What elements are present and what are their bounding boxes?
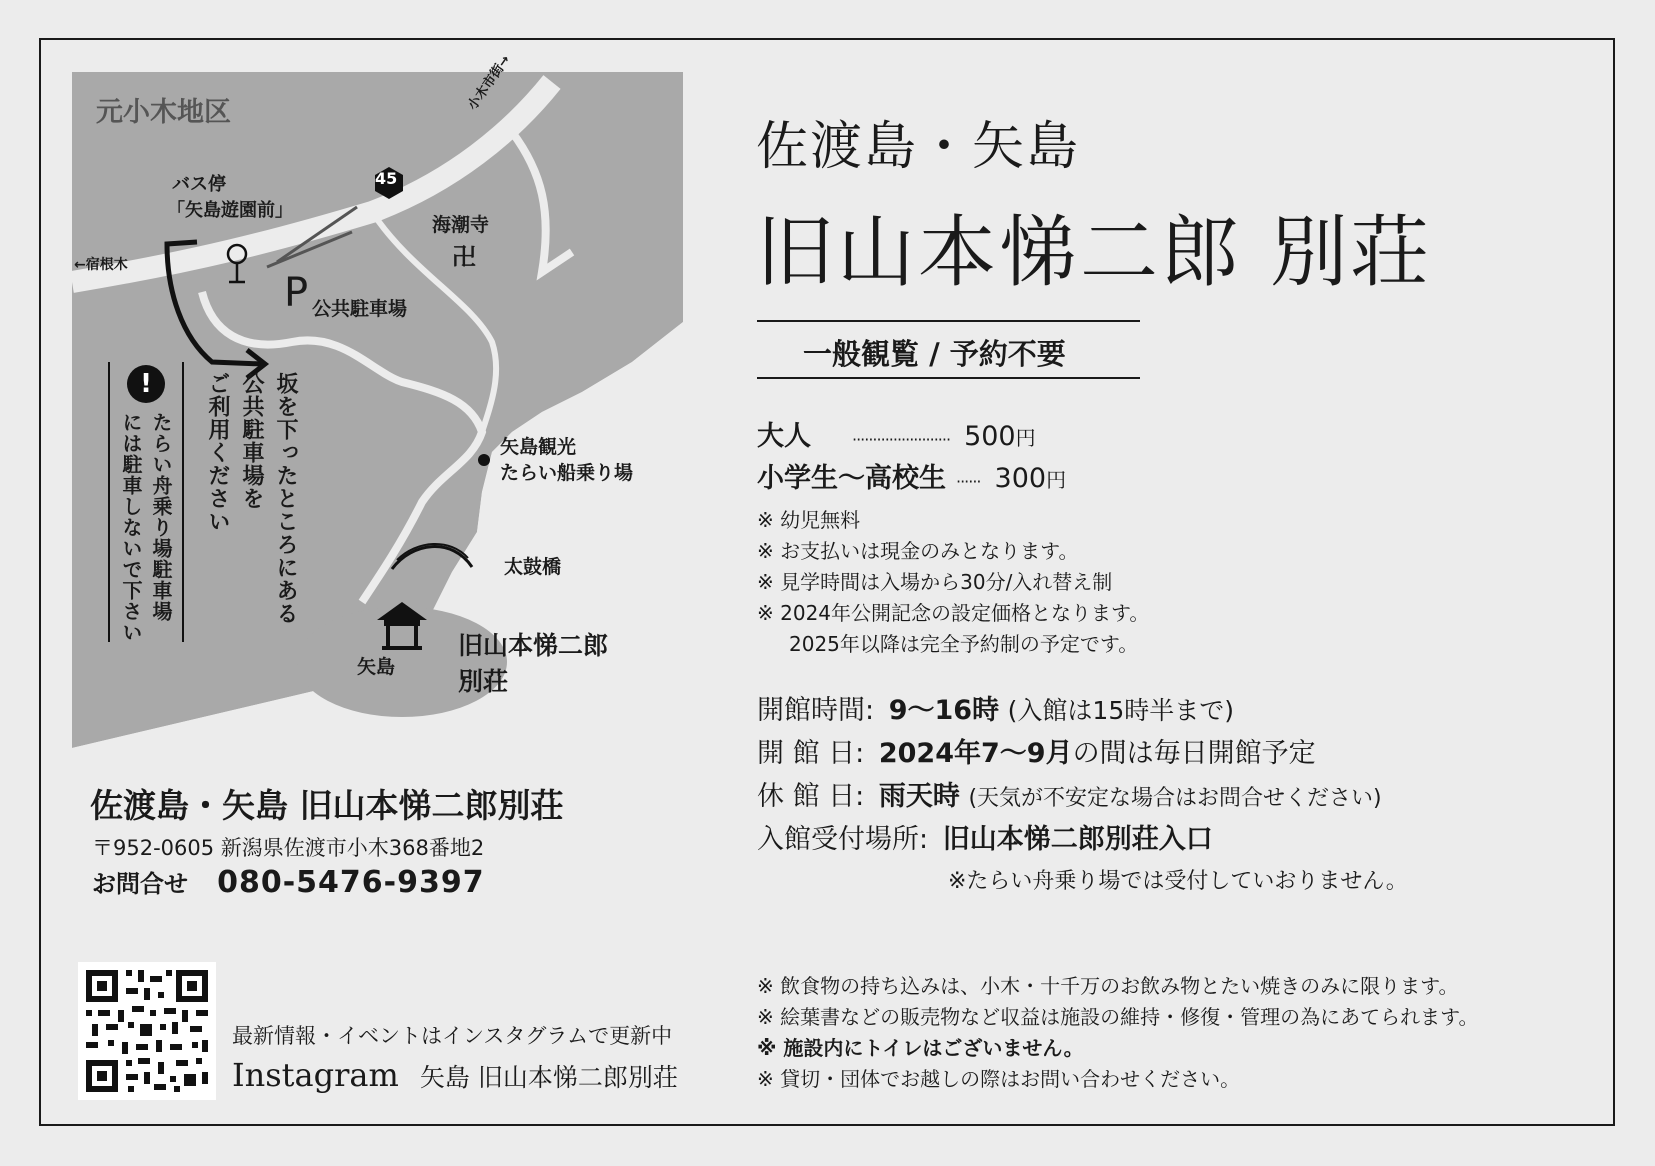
rule-bottom xyxy=(757,377,1140,379)
hours-note: (天気が不安定な場合はお問合せください) xyxy=(968,786,1382,811)
price-note-5: 2025年以降は完全予約制の予定です。 xyxy=(789,632,1139,656)
address-name: 佐渡島・矢島 旧山本悌二郎別荘 xyxy=(90,786,564,825)
hours-value: 旧山本悌二郎別荘入口 xyxy=(942,824,1213,855)
price-note-1: ※ 幼児無料 xyxy=(757,508,861,532)
page-title: 旧山本悌二郎 別荘 xyxy=(756,208,1432,298)
warning-icon: ! xyxy=(127,365,165,403)
instagram-qr-code[interactable] xyxy=(78,962,216,1100)
price-row-student xyxy=(757,456,1066,495)
warning-note-1: たらい舟乗り場駐車場 xyxy=(149,412,173,622)
contact-phone: 080-5476-9397 xyxy=(217,865,485,900)
temple-icon: 卍 xyxy=(452,243,476,271)
contact-label: お問合せ xyxy=(92,870,188,898)
price-note-3: ※ 見学時間は入場から30分/入れ替え制 xyxy=(757,570,1113,594)
price-dots: ························ xyxy=(852,430,951,449)
island-label: 矢島 xyxy=(357,656,396,678)
bottom-note-4: ※ 貸切・団体でお越しの際はお問い合わせください。 xyxy=(757,1067,1241,1091)
contact-row xyxy=(92,864,485,900)
villa-label-1: 旧山本悌二郎 xyxy=(458,631,609,660)
price-unit: 円 xyxy=(1046,468,1067,492)
hours-row-closed xyxy=(757,774,1382,813)
temple-label: 海潮寺 xyxy=(432,214,490,236)
street-right-label: 小木市街→ xyxy=(465,52,514,113)
qr-code-pattern xyxy=(78,962,216,1100)
hours-label: 休 館 日: xyxy=(757,781,865,812)
hours-value: 9〜16時 xyxy=(888,695,1000,726)
bottom-note-3: ※ 施設内にトイレはございません。 xyxy=(757,1036,1084,1060)
instagram-account[interactable]: 矢島 旧山本悌二郎別荘 xyxy=(419,1063,678,1092)
hours-row-reception xyxy=(757,817,1213,856)
price-note-4: ※ 2024年公開記念の設定価格となります。 xyxy=(757,601,1150,625)
bus-stop-label-2: 「矢島遊園前」 xyxy=(167,200,293,221)
access-map xyxy=(72,52,683,748)
address-postal: 〒952-0605 新潟県佐渡市小木368番地2 xyxy=(92,836,485,860)
rule-top xyxy=(757,320,1140,322)
bottom-note-2: ※ 絵葉書などの販売物など収益は施設の維持・修復・管理の為にあてられます。 xyxy=(757,1005,1479,1029)
tour-label-2: たらい船乗り場 xyxy=(500,462,634,484)
hours-note: (入館は15時半まで) xyxy=(1007,696,1234,725)
tour-label-1: 矢島観光 xyxy=(500,436,577,458)
hours-row-open xyxy=(757,688,1234,727)
instagram-label: Instagram xyxy=(232,1056,399,1094)
parking-label: 公共駐車場 xyxy=(312,298,408,320)
hours-value: 2024年7〜9月 xyxy=(878,738,1073,769)
hours-label: 開 館 日: xyxy=(757,738,865,769)
price-value: 500 xyxy=(964,421,1016,452)
bus-stop-label-1: バス停 xyxy=(172,174,226,195)
admission-type: 一般観覧 / 予約不要 xyxy=(803,337,1066,371)
route-note-1: 坂を下ったところにある xyxy=(273,372,298,625)
parking-icon: P xyxy=(284,270,309,316)
hours-label: 入館受付場所: xyxy=(757,824,929,855)
hours-note: の間は毎日開館予定 xyxy=(1072,738,1316,769)
price-label: 大人 xyxy=(757,421,811,452)
road-number-45: 45 xyxy=(375,169,398,188)
hours-row-days xyxy=(757,731,1316,770)
route-note-3: ご利用ください xyxy=(205,372,230,533)
price-value: 300 xyxy=(994,463,1047,494)
street-left-label: ←宿根木 xyxy=(74,257,128,273)
warning-rule-right xyxy=(182,362,184,642)
warning-note-2: には駐車しないで下さい xyxy=(119,412,143,643)
subtitle: 佐渡島・矢島 xyxy=(756,117,1081,177)
warning-rule-left xyxy=(108,362,110,642)
price-row-adult xyxy=(757,414,1036,453)
district-label: 元小木地区 xyxy=(96,97,231,128)
bottom-note-1: ※ 飲食物の持ち込みは、小木・十千万のお飲み物とたい焼きのみに限ります。 xyxy=(757,974,1459,998)
instagram-info: 最新情報・イベントはインスタグラムで更新中 xyxy=(232,1024,673,1048)
villa-label-2: 別荘 xyxy=(458,667,509,696)
price-note-2: ※ お支払いは現金のみとなります。 xyxy=(757,539,1079,563)
route-note-2: 公共駐車場を xyxy=(239,372,264,510)
price-label: 小学生〜高校生 xyxy=(757,463,946,494)
hours-label: 開館時間: xyxy=(757,695,875,726)
price-dots: ······ xyxy=(956,472,981,491)
instagram-row xyxy=(232,1056,678,1094)
price-unit: 円 xyxy=(1015,426,1036,450)
reception-note: ※たらい舟乗り場では受付していおりません。 xyxy=(948,869,1408,894)
bridge-label: 太鼓橋 xyxy=(504,556,562,578)
hours-value: 雨天時 xyxy=(878,781,960,812)
